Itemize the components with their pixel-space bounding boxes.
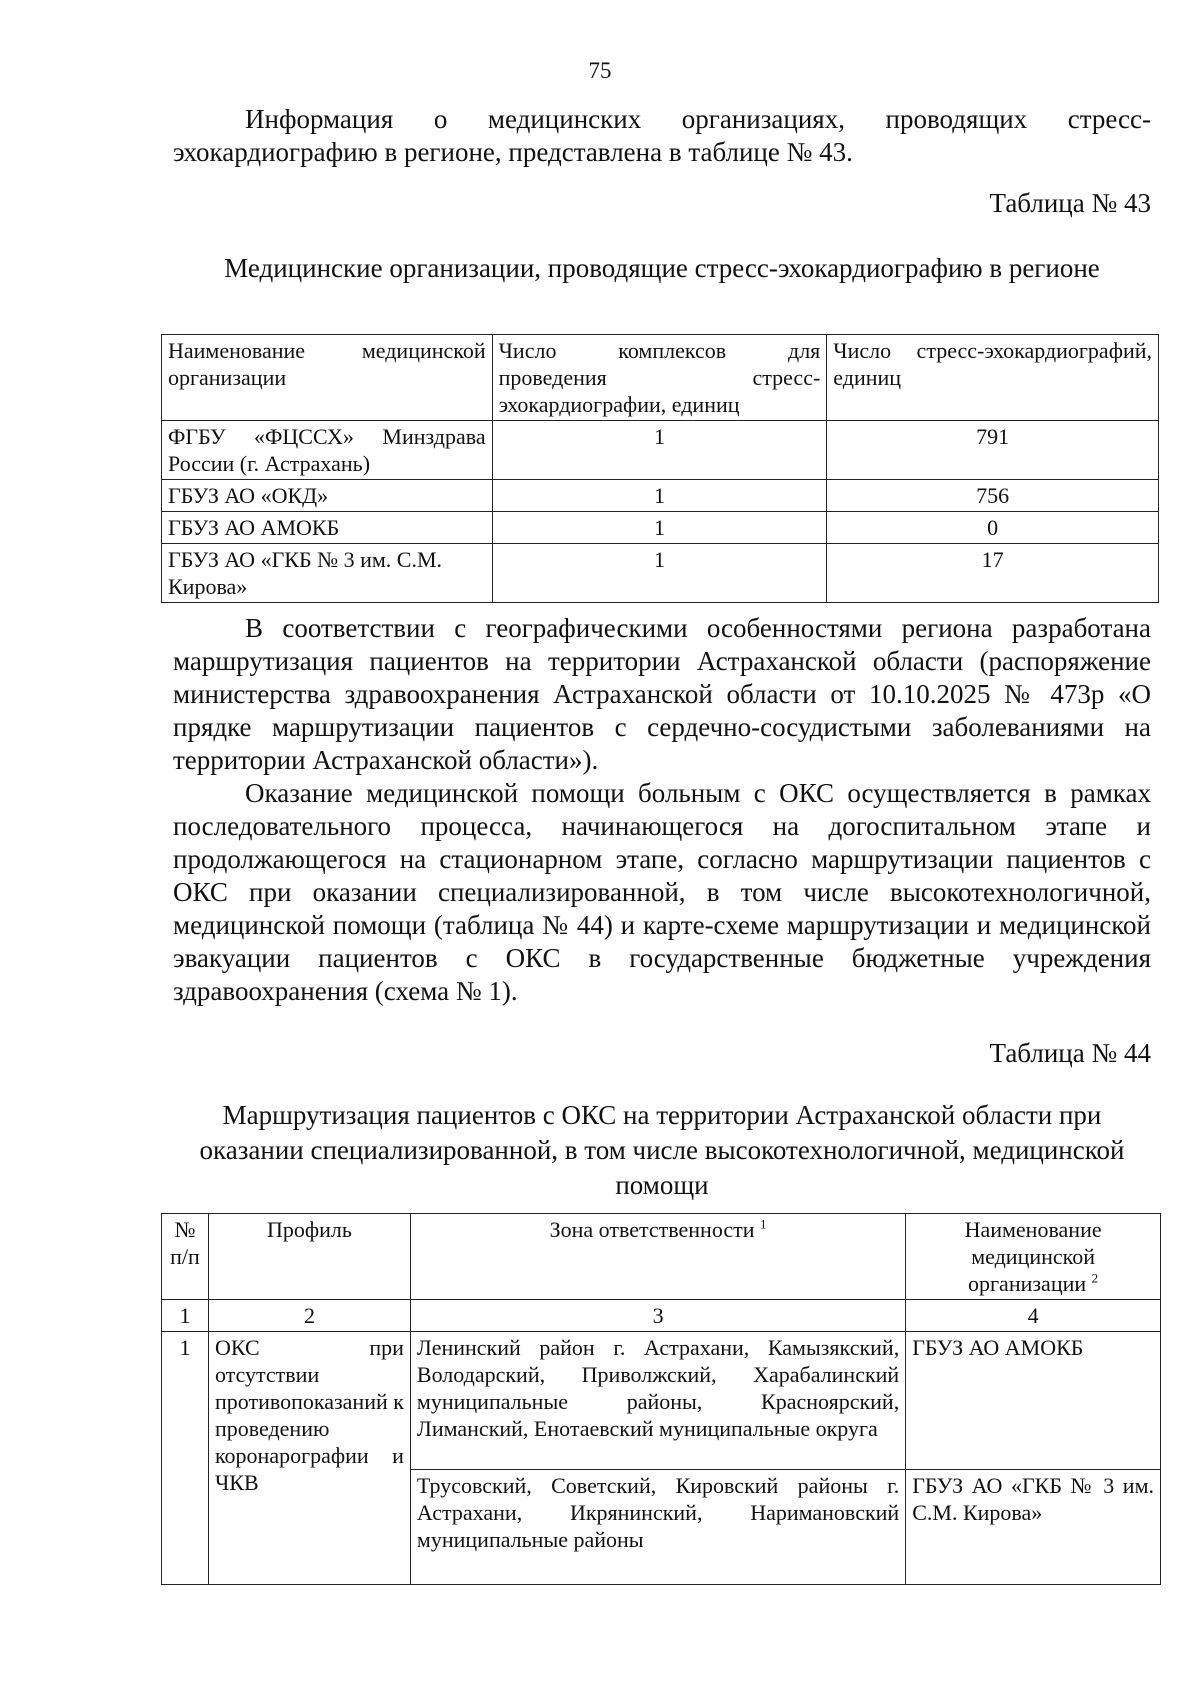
org-header-cell [906, 1214, 1161, 1300]
zone-cell: Трусовский, Советский, Кировский районы г. Астрахани, Икрянинский, Наримановский муниципальные районы [410, 1470, 905, 1585]
table-row [162, 1332, 1161, 1470]
complexes-cell: 1 [492, 512, 827, 544]
zone-header-text: Зона ответственности [549, 1217, 755, 1242]
table-44 [161, 1213, 1161, 1585]
column-number-cell: 4 [906, 1300, 1161, 1332]
column-number-cell: 3 [410, 1300, 905, 1332]
complexes-cell: 1 [492, 544, 827, 603]
footnote-marker: 2 [1091, 1270, 1099, 1286]
care-paragraph [173, 777, 1151, 1008]
table-row [162, 421, 1159, 480]
intro-paragraph-text: Информация о медицинских организациях, проводящих стресс-эхокардиографию в регионе, представлена в таблице № 43. [173, 104, 1151, 167]
table-44-caption: Таблица № 44 [989, 1038, 1151, 1068]
table-header-row [162, 1214, 1161, 1300]
table-44-title: Маршрутизация пациентов с ОКС на территории Астраханской области при оказании специализированной, в том числе высокотехнологичной, медицинской помощи [199, 1100, 1125, 1200]
profile-header-cell: Профиль [208, 1214, 410, 1300]
org-name-cell: ГБУЗ АО «ОКД» [162, 480, 493, 512]
zone-cell: Ленинский район г. Астрахани, Камызякский, Володарский, Приволжский, Харабалинский муниципальные районы, Красноярский, Лиманский, Енотаевский муниципальные округа [410, 1332, 905, 1470]
table-row [162, 544, 1159, 603]
complexes-cell: 1 [492, 421, 827, 480]
studies-cell: 0 [827, 512, 1159, 544]
table-header-cell: Число комплексов для проведения стресс-эхокардиографии, единиц [492, 335, 827, 421]
org-cell: ГБУЗ АО АМОКБ [906, 1332, 1161, 1470]
table-43 [161, 334, 1159, 603]
table-header-row [162, 335, 1159, 421]
table-header-cell: Наименование медицинской организации [162, 335, 493, 421]
footnote-marker: 1 [760, 1216, 767, 1232]
studies-cell: 17 [827, 544, 1159, 603]
complexes-cell: 1 [492, 480, 827, 512]
row-number-cell: 1 [162, 1332, 209, 1585]
num-header-cell: № п/п [162, 1214, 209, 1300]
table-header-cell: Число стресс-эхокардиографий, единиц [827, 335, 1159, 421]
org-name-cell: ГБУЗ АО «ГКБ № 3 им. С.М. Кирова» [162, 544, 493, 603]
table-row [162, 480, 1159, 512]
zone-header-cell [410, 1214, 905, 1300]
routing-paragraph [173, 612, 1151, 777]
org-name-cell: ФГБУ «ФЦССХ» Минздрава России (г. Астрахань) [162, 421, 493, 480]
column-number-row [162, 1300, 1161, 1332]
org-header-text: Наименование медицинской организации [964, 1217, 1102, 1296]
intro-paragraph [173, 103, 1151, 169]
table-43-title: Медицинские организации, проводящие стресс-эхокардиографию в регионе [224, 253, 1100, 283]
studies-cell: 791 [827, 421, 1159, 480]
org-name-cell: ГБУЗ АО АМОКБ [162, 512, 493, 544]
table-row [162, 512, 1159, 544]
care-paragraph-text: Оказание медицинской помощи больным с ОКС осуществляется в рамках последовательного процесса, начинающегося на догоспитальном этапе и продолжающегося на стационарном этапе, согласно маршрутизации пациентов с ОКС при оказании специализированной, в том числе высокотехнологичной, медицинской помощи (таблица № 44) и карте-схеме маршрутизации и медицинской эвакуации пациентов с ОКС в государственные бюджетные учреждения здравоохранения (схема № 1). [173, 778, 1151, 1006]
column-number-cell: 2 [208, 1300, 410, 1332]
table-43-caption: Таблица № 43 [989, 188, 1151, 218]
page-number: 75 [588, 58, 612, 83]
org-cell: ГБУЗ АО «ГКБ № 3 им. С.М. Кирова» [906, 1470, 1161, 1585]
column-number-cell: 1 [162, 1300, 209, 1332]
studies-cell: 756 [827, 480, 1159, 512]
routing-paragraph-text: В соответствии с географическими особенностями региона разработана маршрутизация пациентов на территории Астраханской области (распоряжение министерства здравоохранения Астраханской области от 10.10.2025 № 473р «О прядке маршрутизации пациентов с сердечно-сосудистыми заболеваниями на территории Астраханской области»). [173, 613, 1151, 775]
profile-cell: ОКС при отсутствии противопоказаний к проведению коронарографии и ЧКВ [208, 1332, 410, 1585]
